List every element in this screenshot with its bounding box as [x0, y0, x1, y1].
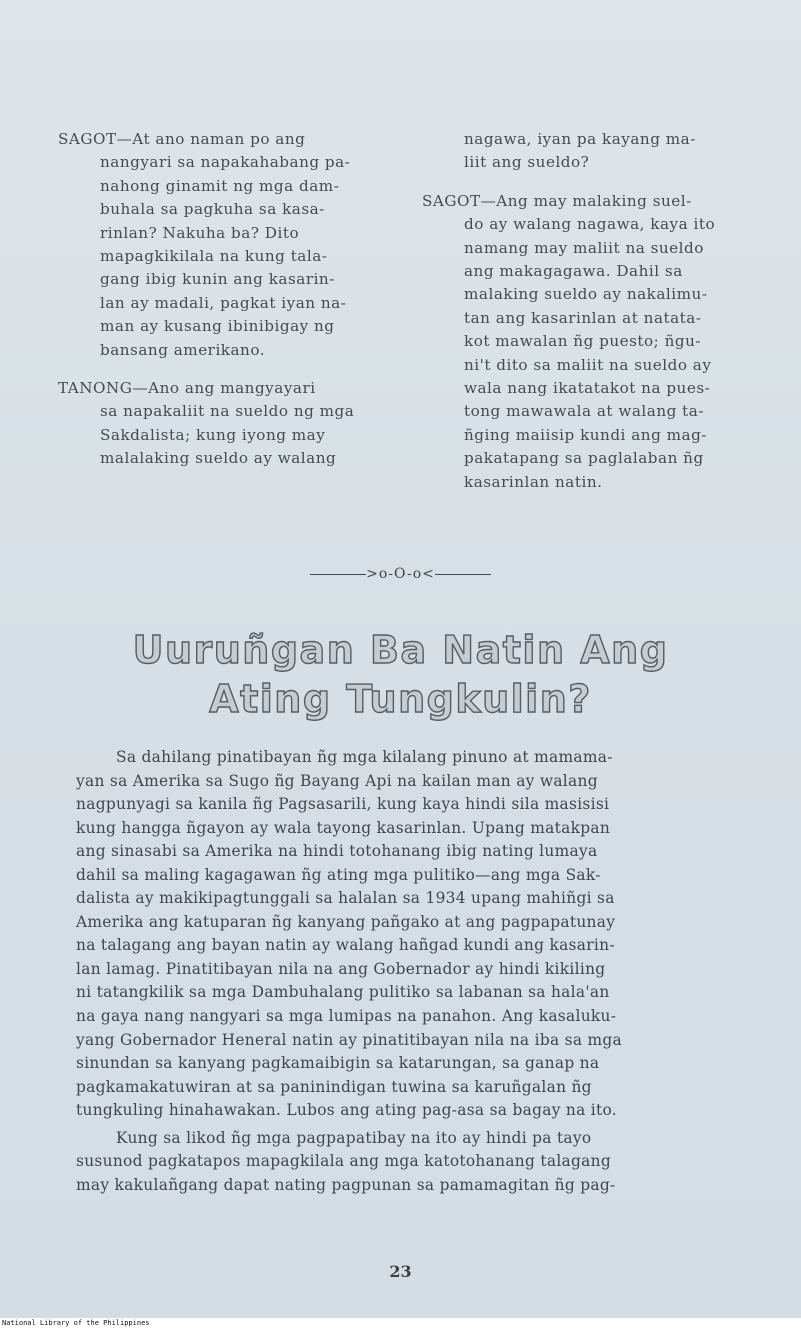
text-line: lan ay madali, pagkat iyan na- — [100, 293, 347, 312]
text-line: do ay walang nagawa, kaya ito — [464, 215, 716, 234]
text-line: may kakulañgang dapat nating pagpunan sa pamamagitan ñg pag- — [76, 1175, 616, 1194]
text-line: tungkuling hinahawakan. Lubos ang ating pag-asa sa bagay na ito. — [76, 1101, 617, 1120]
text-line: ang makagagawa. Dahil sa — [464, 262, 683, 281]
text-line: ni tatangkilik sa mga Dambuhalang pulitiko sa labanan sa hala'an — [76, 983, 610, 1002]
text-line: SAGOT—Ang may malaking suel- — [422, 191, 692, 210]
article-title — [0, 626, 801, 724]
text-line: malalaking sueldo ay walang — [100, 449, 337, 468]
left-column — [58, 128, 394, 486]
text-line: namang may maliit na sueldo — [464, 238, 704, 257]
text-line: pakatapang sa paglalaban ñg — [464, 449, 704, 468]
qa-question-block — [58, 377, 394, 471]
text-line: ñging maiisip kundi ang mag- — [464, 425, 707, 444]
text-line: tong mawawala at walang ta- — [464, 402, 704, 421]
right-column — [422, 128, 767, 509]
text-line: Sakdalista; kung iyong may — [100, 425, 326, 444]
title-line: Ating Tungkulin? — [209, 677, 592, 721]
article-body — [76, 746, 769, 1197]
divider-rule — [435, 574, 491, 575]
divider-ornament: >o-O-o< — [366, 566, 435, 582]
divider-rule — [310, 574, 366, 575]
text-line: pagkamakatuwiran at sa paninindigan tuwina sa karuñgalan ñg — [76, 1077, 592, 1096]
text-line: ni't dito sa maliit na sueldo ay — [464, 355, 712, 374]
text-line: yan sa Amerika sa Sugo ñg Bayang Api na kailan man ay walang — [76, 771, 598, 790]
text-line: na gaya nang nangyari sa mga lumipas na panahon. Ang kasaluku- — [76, 1007, 617, 1026]
text-line: buhala sa pagkuha sa kasa- — [100, 200, 325, 219]
text-line: nahong ginamit ng mga dam- — [100, 176, 340, 195]
footer-bar — [0, 1318, 801, 1328]
text-line: gang ibig kunin ang kasarin- — [100, 270, 335, 289]
paragraph — [76, 1127, 769, 1198]
text-line: sinundan sa kanyang pagkamaibigin sa katarungan, sa ganap na — [76, 1054, 600, 1073]
text-line: rinlan? Nakuha ba? Dito — [100, 223, 300, 242]
text-line: wala nang ikatatakot na pues- — [464, 379, 711, 398]
text-line: kung hangga ñgayon ay wala tayong kasarinlan. Upang matakpan — [76, 818, 611, 837]
text-line: kot mawalan ñg puesto; ñgu- — [464, 332, 702, 351]
text-line: bansang amerikano. — [100, 340, 266, 359]
text-line: lan lamag. Pinatitibayan nila na ang Gobernador ay hindi kikiling — [76, 959, 606, 978]
text-line: tan ang kasarinlan at natata- — [464, 308, 702, 327]
qa-question-continuation — [422, 128, 767, 175]
text-line: nagpunyagi sa kanila ñg Pagsasarili, kung kaya hindi sila masisisi — [76, 795, 610, 814]
text-line: liit ang sueldo? — [464, 153, 590, 172]
text-line: ang sinasabi sa Amerika na hindi totohanang ibig nating lumaya — [76, 842, 598, 861]
page-number: 23 — [389, 1262, 412, 1281]
text-line: man ay kusang ibinibigay ng — [100, 317, 335, 336]
text-line: mapagkikilala na kung tala- — [100, 247, 328, 266]
paragraph — [76, 746, 769, 1123]
qa-answer-block — [422, 190, 767, 494]
section-divider — [0, 566, 801, 582]
text-line: susunod pagkatapos mapagkilala ang mga katotohanang talagang — [76, 1152, 612, 1171]
title-line: Uuruñgan Ba Natin Ang — [132, 628, 669, 672]
qa-answer-block — [58, 128, 394, 362]
text-line: kasarinlan natin. — [464, 472, 603, 491]
text-line: nangyari sa napakahabang pa- — [100, 153, 351, 172]
text-line: na talagang ang bayan natin ay walang hañgad kundi ang kasarin- — [76, 936, 615, 955]
text-line: malaking sueldo ay nakalimu- — [464, 285, 708, 304]
text-line: sa napakaliit na sueldo ng mga — [100, 402, 355, 421]
text-line: TANONG—Ano ang mangyayari — [58, 379, 316, 398]
text-line: Sa dahilang pinatibayan ñg mga kilalang pinuno at mamama- — [116, 748, 613, 766]
text-line: dahil sa maling kagagawan ñg ating mga pulitiko—ang mga Sak- — [76, 865, 601, 884]
text-line: yang Gobernador Heneral natin ay pinatitibayan nila na iba sa mga — [76, 1030, 623, 1049]
text-line: nagawa, iyan pa kayang ma- — [464, 130, 696, 148]
text-line: dalista ay makikipagtunggali sa halalan sa 1934 upang mahiñgi sa — [76, 889, 615, 908]
footer-credit: National Library of the Philippines — [2, 1319, 150, 1327]
text-line: Kung sa likod ñg mga pagpapatibay na ito ay hindi pa tayo — [116, 1128, 592, 1147]
text-line: SAGOT—At ano naman po ang — [58, 130, 306, 148]
text-line: Amerika ang katuparan ñg kanyang pañgako at ang pagpapatunay — [76, 912, 616, 931]
